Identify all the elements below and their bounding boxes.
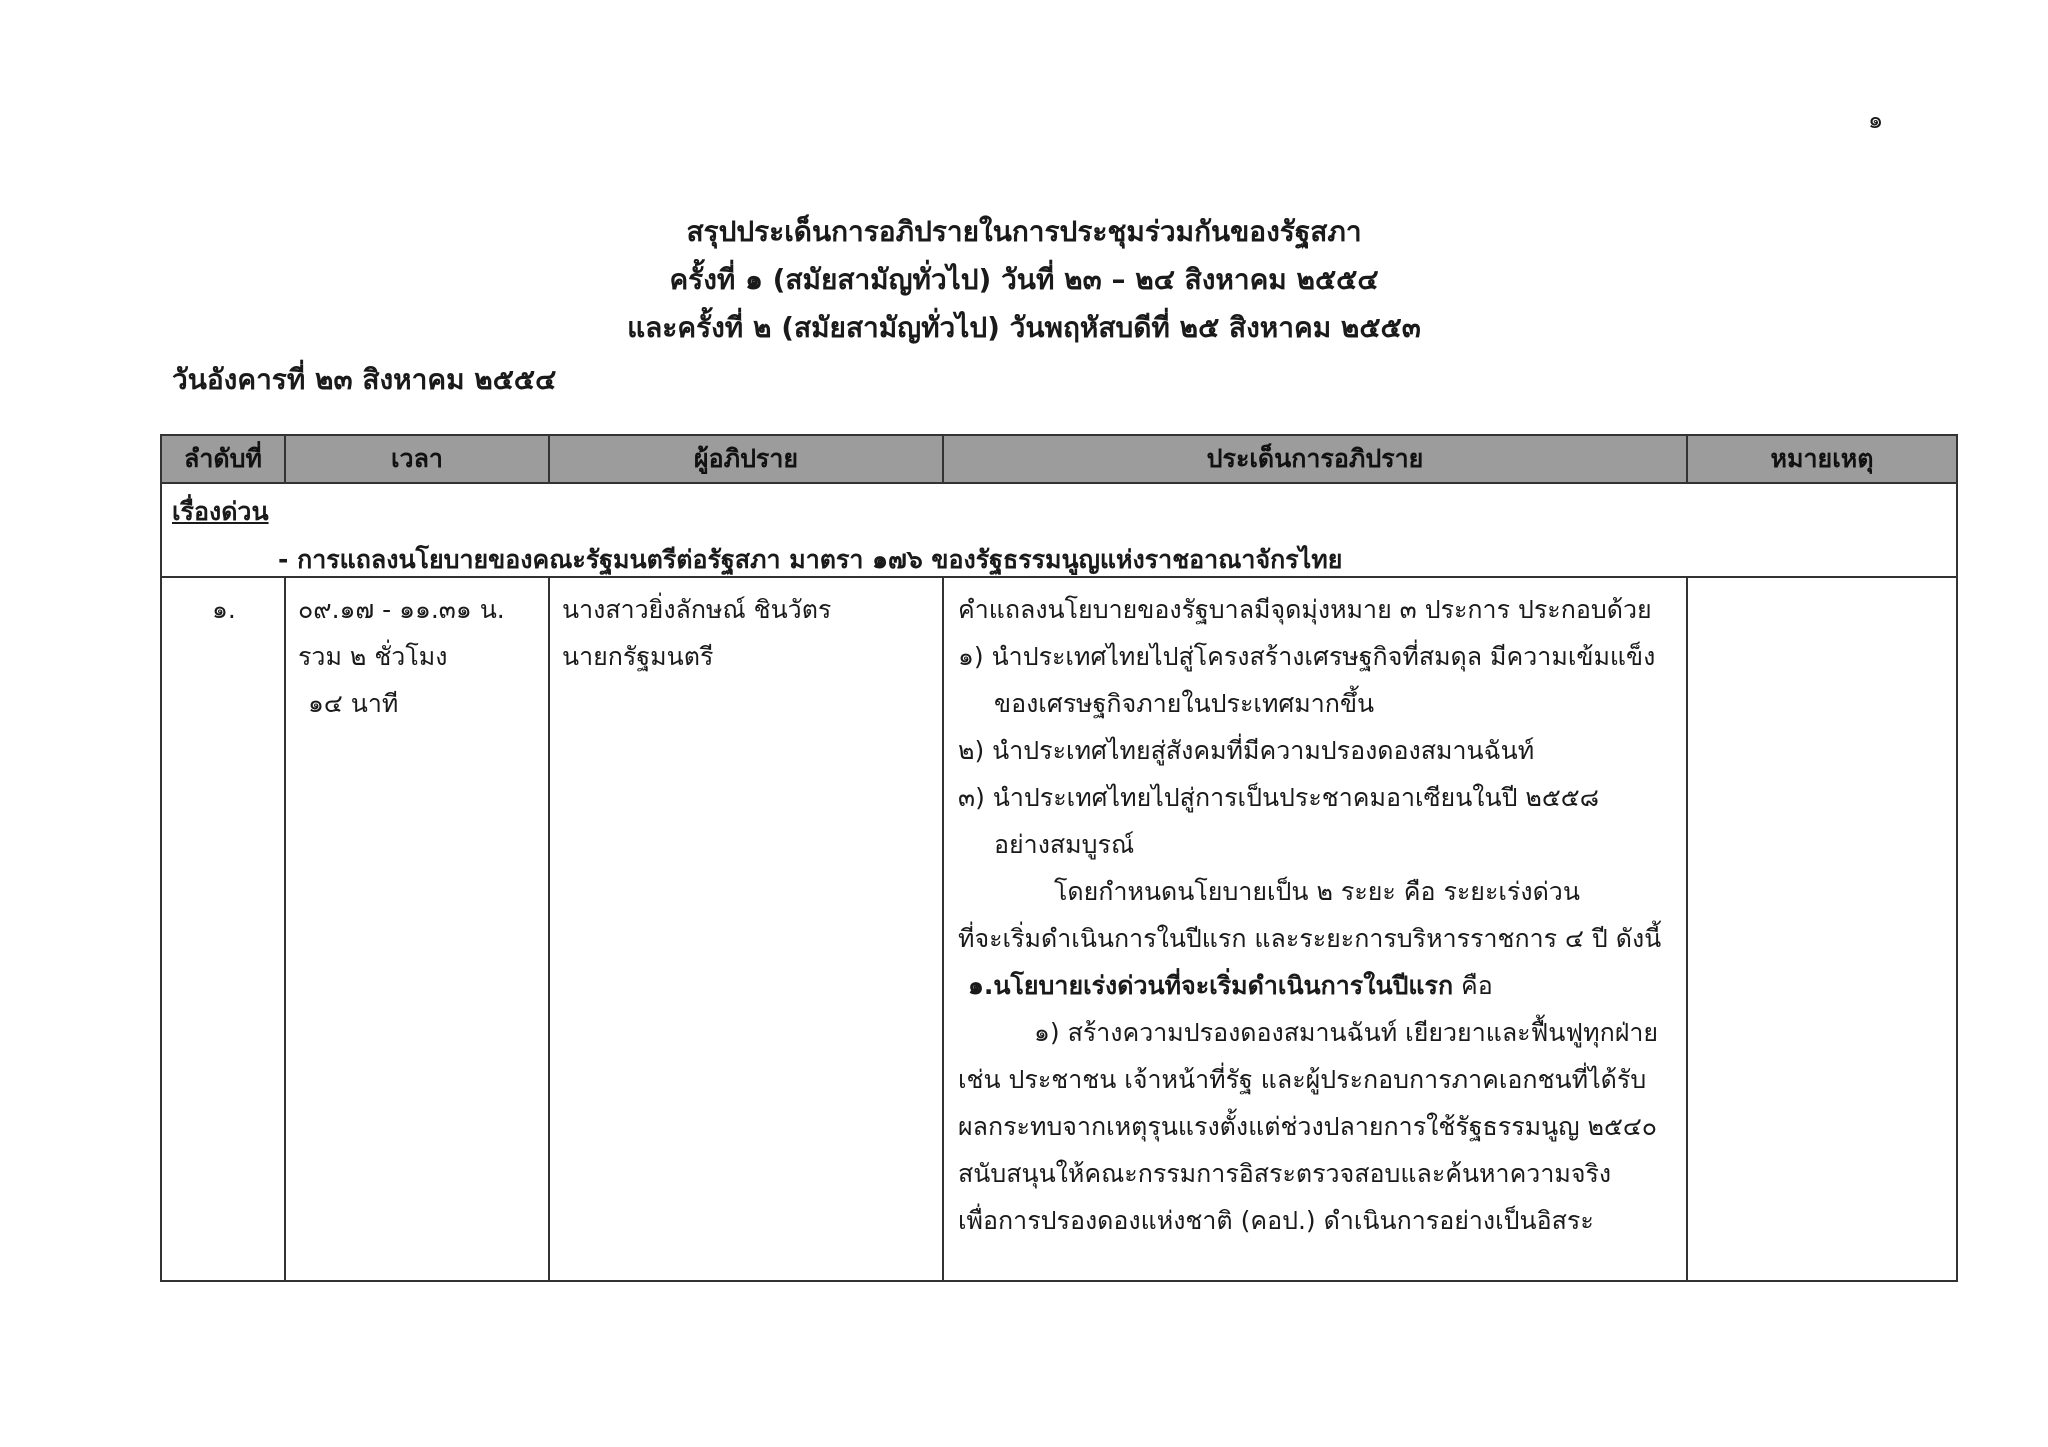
issue-line: ๑) สร้างความปรองดองสมานฉันท์ เยียวยาและฟื้นฟูทุกฝ่าย bbox=[1034, 1018, 1659, 1047]
divider bbox=[284, 576, 286, 1280]
row-time bbox=[298, 586, 505, 727]
issue-line: ผลกระทบจากเหตุรุนแรงตั้งแต่ช่วงปลายการใช้รัฐธรรมนูญ ๒๕๔๐ bbox=[958, 1112, 1658, 1141]
time-minutes: ๑๔ นาที bbox=[308, 689, 399, 718]
page-number: ๑ bbox=[1868, 106, 1884, 134]
issue-heading-bold: ๑.นโยบายเร่งด่วนที่จะเริ่มดำเนินการในปีแรก bbox=[968, 971, 1454, 1000]
divider bbox=[942, 436, 944, 482]
header-order: ลำดับที่ bbox=[184, 444, 262, 473]
issue-line: ๑) นำประเทศไทยไปสู่โครงสร้างเศรษฐกิจที่สมดุล มีความเข้มแข็ง bbox=[958, 642, 1656, 671]
issue-line: สนับสนุนให้คณะกรรมการอิสระตรวจสอบและค้นหาความจริง bbox=[958, 1159, 1612, 1188]
title-line-3: และครั้งที่ ๒ (สมัยสามัญทั่วไป) วันพฤหัสบดีที่ ๒๕ สิงหาคม ๒๕๕๓ bbox=[627, 311, 1421, 344]
document-title bbox=[0, 208, 2048, 352]
issue-line: อย่างสมบูรณ์ bbox=[994, 830, 1135, 859]
divider bbox=[548, 436, 550, 482]
issue-line: ๓) นำประเทศไทยไปสู่การเป็นประชาคมอาเซียนในปี ๒๕๕๘ bbox=[958, 783, 1600, 812]
issue-line: เพื่อการปรองดองแห่งชาติ (คอป.) ดำเนินการอย่างเป็นอิสระ bbox=[958, 1206, 1594, 1235]
divider bbox=[548, 576, 550, 1280]
row-speaker bbox=[562, 586, 831, 680]
speaker-name: นางสาวยิ่งลักษณ์ ชินวัตร bbox=[562, 595, 832, 624]
row-issue bbox=[958, 586, 1661, 1244]
issue-line: ที่จะเริ่มดำเนินการในปีแรก และระยะการบริหารราชการ ๔ ปี ดังนี้ bbox=[958, 924, 1662, 953]
title-line-2: ครั้งที่ ๑ (สมัยสามัญทั่วไป) วันที่ ๒๓ – ๒๔ สิงหาคม ๒๕๕๔ bbox=[669, 263, 1379, 296]
divider bbox=[284, 436, 286, 482]
section-subtitle: - การแถลงนโยบายของคณะรัฐมนตรีต่อรัฐสภา มาตรา ๑๗๖ ของรัฐธรรมนูญแห่งราชอาณาจักรไทย bbox=[278, 545, 1343, 574]
time-range: ๐๙.๑๗ - ๑๑.๓๑ น. bbox=[298, 595, 505, 624]
issue-line: ๒) นำประเทศไทยสู่สังคมที่มีความปรองดองสมานฉันท์ bbox=[958, 736, 1535, 765]
header-speaker: ผู้อภิปราย bbox=[693, 444, 799, 473]
header-remark: หมายเหตุ bbox=[1770, 444, 1874, 473]
issue-line: โดยกำหนดนโยบายเป็น ๒ ระยะ คือ ระยะเร่งด่วน bbox=[1054, 877, 1580, 906]
issue-heading bbox=[958, 962, 1661, 1009]
speaker-position: นายกรัฐมนตรี bbox=[562, 642, 714, 671]
divider bbox=[942, 576, 944, 1280]
title-line-1: สรุปประเด็นการอภิปรายในการประชุมร่วมกันของรัฐสภา bbox=[686, 215, 1362, 248]
issue-heading-rest: คือ bbox=[1453, 971, 1493, 1000]
debate-table bbox=[160, 434, 1958, 1282]
divider bbox=[1686, 576, 1688, 1280]
issue-line: เช่น ประชาชน เจ้าหน้าที่รัฐ และผู้ประกอบการภาคเอกชนที่ได้รับ bbox=[958, 1065, 1647, 1094]
issue-line: ของเศรษฐกิจภายในประเทศมากขึ้น bbox=[994, 689, 1375, 718]
time-total: รวม ๒ ชั่วโมง bbox=[298, 642, 448, 671]
row-order: ๑. bbox=[212, 595, 236, 624]
header-issue: ประเด็นการอภิปราย bbox=[1206, 444, 1424, 473]
section-title: เรื่องด่วน bbox=[172, 497, 269, 526]
divider bbox=[1686, 436, 1688, 482]
header-time: เวลา bbox=[391, 444, 443, 473]
issue-line: คำแถลงนโยบายของรัฐบาลมีจุดมุ่งหมาย ๓ ประการ ประกอบด้วย bbox=[958, 595, 1652, 624]
date-heading: วันอังคารที่ ๒๓ สิงหาคม ๒๕๕๔ bbox=[172, 363, 557, 396]
